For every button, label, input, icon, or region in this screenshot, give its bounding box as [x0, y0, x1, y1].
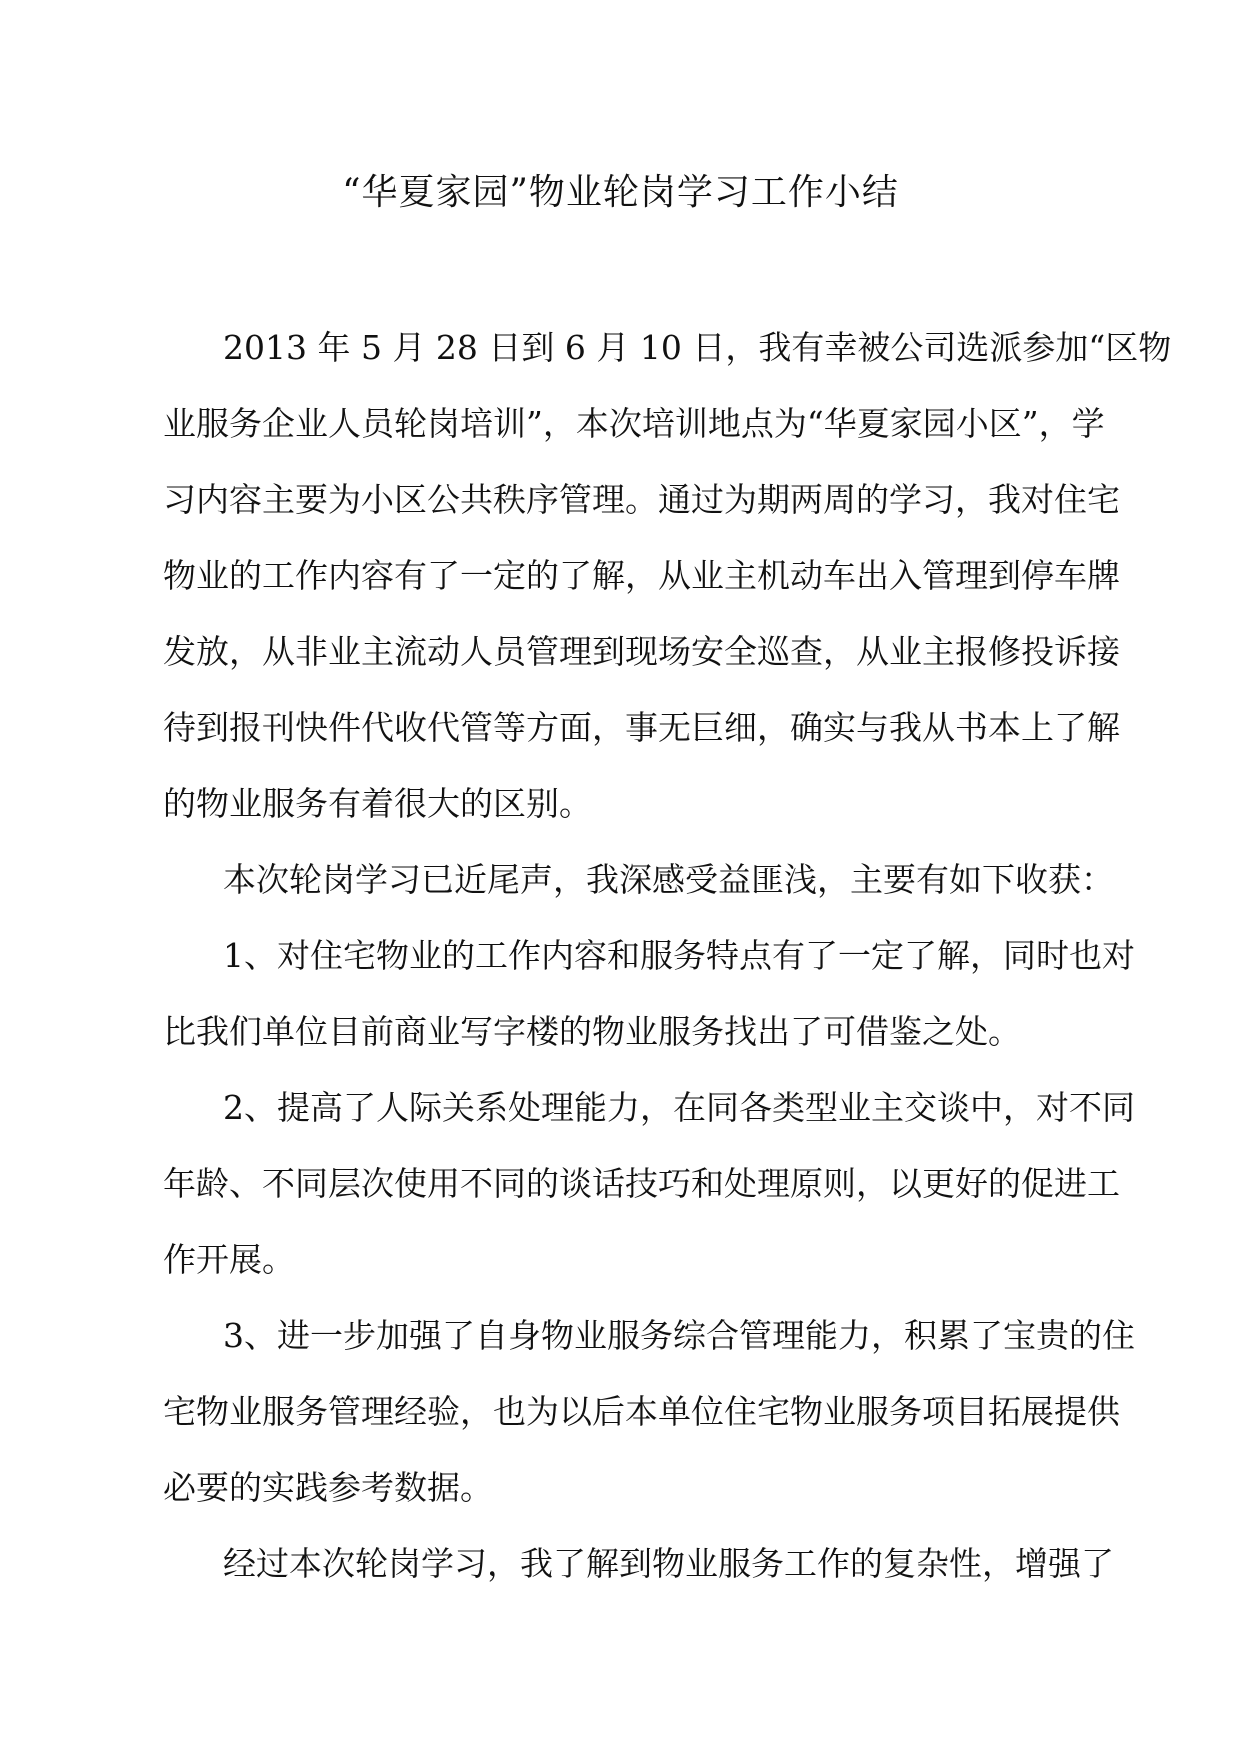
paragraph-line: 本次轮岗学习已近尾声，我深感受益匪浅，主要有如下收获： — [223, 860, 1114, 899]
paragraph-gain-3 — [163, 1306, 1135, 1534]
paragraph-conclusion — [163, 1534, 1114, 1610]
paragraph-line: 宅物业服务管理经验，也为以后本单位住宅物业服务项目拓展提供 — [163, 1392, 1120, 1431]
paragraph-line: 1、对住宅物业的工作内容和服务特点有了一定了解，同时也对 — [223, 936, 1135, 975]
paragraph-line: 比我们单位目前商业写字楼的物业服务找出了可借鉴之处。 — [163, 1012, 1021, 1051]
paragraph-line: 2013 年 5 月 28 日到 6 月 10 日，我有幸被公司选派参加“区物 — [223, 328, 1172, 367]
paragraph-line: 作开展。 — [163, 1240, 295, 1279]
paragraph-line: 必要的实践参考数据。 — [163, 1468, 493, 1507]
paragraph-line: 2、提高了人际关系处理能力，在同各类型业主交谈中，对不同 — [223, 1088, 1135, 1127]
paragraph-training-intro — [163, 318, 1172, 850]
paragraph-line: 3、进一步加强了自身物业服务综合管理能力，积累了宝贵的住 — [223, 1316, 1135, 1355]
paragraph-gain-1 — [163, 926, 1135, 1078]
paragraph-line: 习内容主要为小区公共秩序管理。通过为期两周的学习，我对住宅 — [163, 480, 1120, 519]
paragraph-line: 物业的工作内容有了一定的了解，从业主机动车出入管理到停车牌 — [163, 556, 1120, 595]
paragraph-line: 经过本次轮岗学习，我了解到物业服务工作的复杂性，增强了 — [223, 1544, 1114, 1583]
paragraph-line: 待到报刊快件代收代管等方面，事无巨细，确实与我从书本上了解 — [163, 708, 1120, 747]
paragraph-line: 发放，从非业主流动人员管理到现场安全巡查，从业主报修投诉接 — [163, 632, 1120, 671]
paragraph-line: 的物业服务有着很大的区别。 — [163, 784, 592, 823]
paragraph-line: 业服务企业人员轮岗培训”，本次培训地点为“华夏家园小区”，学 — [163, 404, 1105, 443]
document-body — [163, 318, 1172, 1610]
paragraph-gain-2 — [163, 1078, 1135, 1306]
document-title: “华夏家园”物业轮岗学习工作小结 — [342, 172, 899, 213]
paragraph-line: 年龄、不同层次使用不同的谈话技巧和处理原则，以更好的促进工 — [163, 1164, 1120, 1203]
paragraph-gains-intro — [163, 850, 1114, 926]
